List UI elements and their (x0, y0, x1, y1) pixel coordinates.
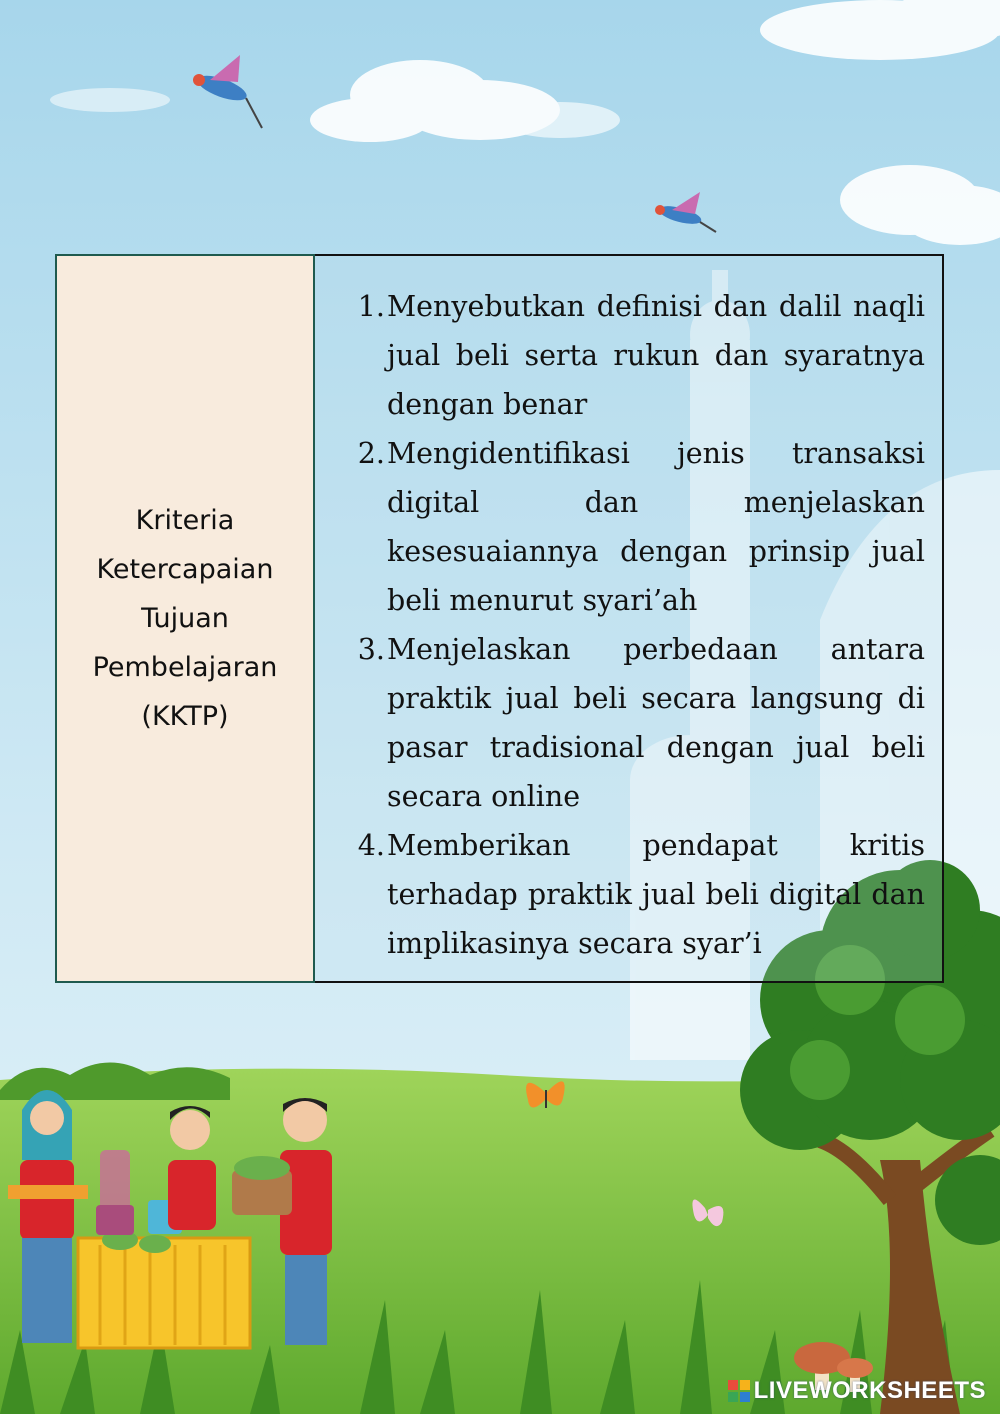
objectives-list (335, 282, 925, 968)
kktp-heading-cell (57, 256, 315, 981)
kktp-heading-line: Pembelajaran (92, 652, 278, 683)
kktp-heading-line: Tujuan (141, 603, 229, 634)
kktp-heading-line: (KKTP) (141, 701, 229, 732)
objective-text: Menjelaskan perbedaan antara praktik jual beli secara langsung di pasar tradisional dengan jual beli secara online (387, 633, 925, 813)
liveworksheets-logo-icon (728, 1380, 750, 1402)
objective-item (335, 625, 925, 821)
objective-number: 4. (357, 829, 385, 862)
kktp-objectives-cell (315, 254, 944, 983)
objective-item (335, 282, 925, 429)
objective-item (335, 429, 925, 625)
objective-item (335, 821, 925, 968)
objective-number: 1. (357, 290, 385, 323)
kktp-heading-line: Kriteria (135, 505, 235, 536)
kktp-table (55, 254, 944, 983)
person-man-seller (168, 1106, 216, 1230)
kktp-heading (65, 496, 305, 741)
objective-text: Menyebutkan definisi dan dalil naqli jual beli serta rukun dan syaratnya dengan benar (387, 290, 925, 421)
objective-number: 3. (357, 633, 385, 666)
watermark-text: LIVEWORKSHEETS (753, 1377, 986, 1404)
kktp-heading-line: Ketercapaian (96, 554, 274, 585)
liveworksheets-watermark (728, 1376, 986, 1406)
objective-text: Memberikan pendapat kritis terhadap praktik jual beli digital dan implikasinya secara syar’i (387, 829, 925, 960)
objective-text: Mengidentifikasi jenis transaksi digital dan menjelaskan kesesuaiannya dengan prinsip jual beli menurut syari’ah (387, 437, 925, 617)
objective-number: 2. (357, 437, 385, 470)
